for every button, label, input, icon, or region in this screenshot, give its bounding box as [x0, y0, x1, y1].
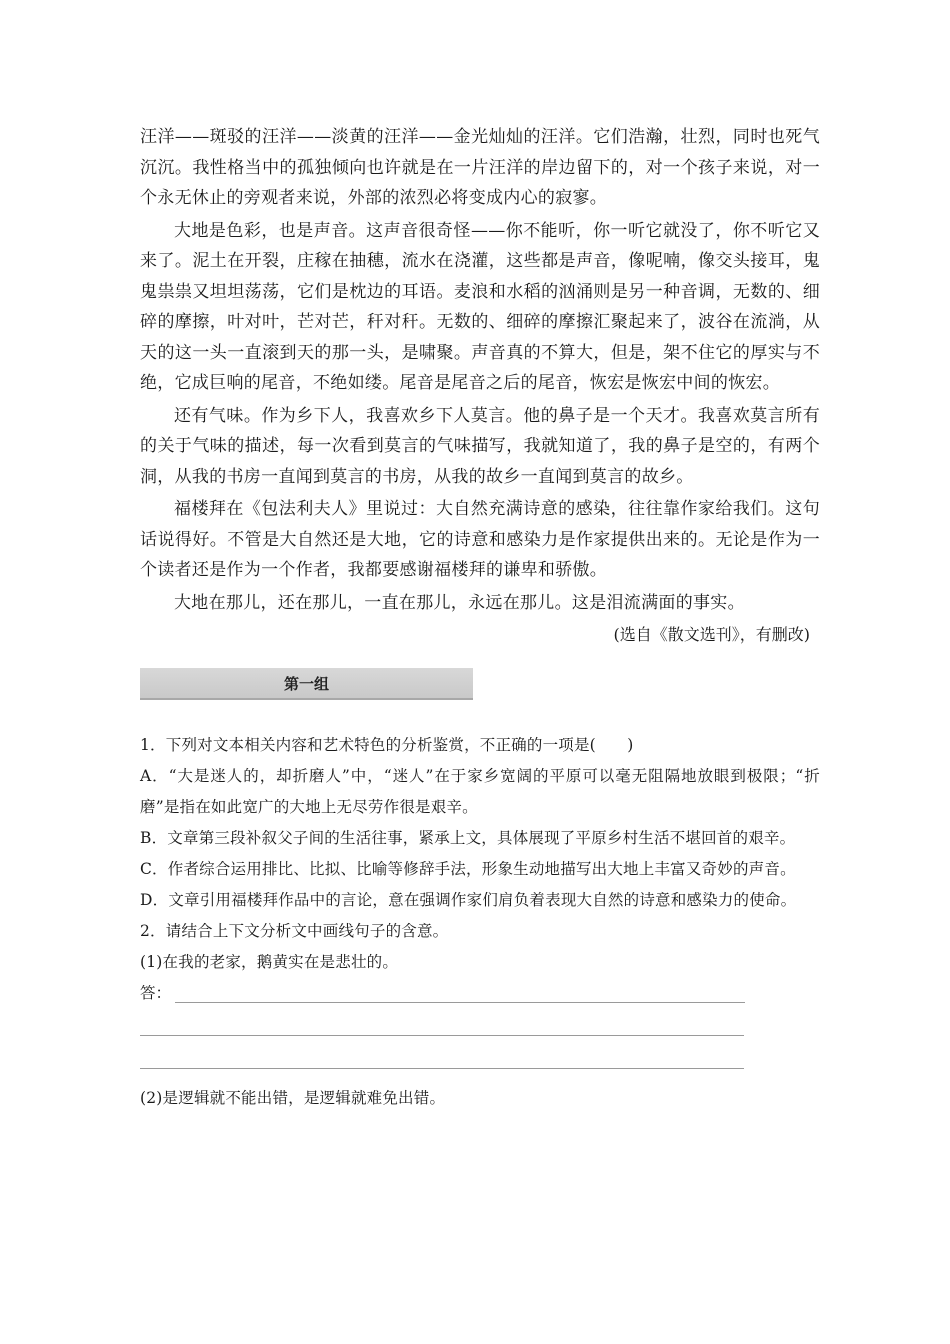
option-c: C．作者综合运用排比、比拟、比喻等修辞手法，形象生动地描写出大地上丰富又奇妙的声音。 [140, 860, 796, 878]
answer-row-2 [140, 1009, 820, 1042]
option-b: B．文章第三段补叙父子间的生活往事，紧承上文，具体展现了平原乡村生活不堪回首的艰辛。 [140, 829, 796, 847]
answer-line-2[interactable] [140, 1013, 744, 1036]
passage-paragraph-2: 大地是色彩，也是声音。这声音很奇怪——你不能听，你一听它就没了，你不听它又来了。泥土在开裂，庄稼在抽穗，流水在浇灌，这些都是声音，像呢喃，像交头接耳，鬼鬼祟祟又坦坦荡荡，它们是枕边的耳语。麦浪和水稻的汹涌则是另一种音调，无数的、细碎的摩擦，叶对叶，芒对芒，秆对秆。无数的、细碎的摩擦汇聚起来了，波谷在流淌，从天的这一头一直滚到天的那一头，是啸聚。声音真的不算大，但是，架不住它的厚实与不绝，它成巨响的尾音，不绝如缕。尾音是尾音之后的尾音，恢宏是恢宏中间的恢宏。 [140, 220, 820, 393]
answer-row-3 [140, 1042, 820, 1075]
question-1-stem: 1．下列对文本相关内容和艺术特色的分析鉴赏，不正确的一项是( ) [140, 736, 634, 754]
questions-section [140, 730, 820, 1114]
option-d: D．文章引用福楼拜作品中的言论，意在强调作家们肩负着表现大自然的诗意和感染力的使命。 [140, 891, 797, 909]
passage-paragraph-5: 大地在那儿，还在那儿，一直在那儿，永远在那儿。这是泪流满面的事实。 [174, 592, 745, 613]
answer-label: 答： [140, 984, 172, 1002]
passage [140, 122, 820, 650]
passage-paragraph-4: 福楼拜在《包法利夫人》里说过：大自然充满诗意的感染，往往靠作家给我们。这句话说得好。不管是大自然还是大地，它的诗意和感染力是作家提供出来的。无论是作为一个读者还是作为一个作者，我都要感谢福楼拜的谦卑和骄傲。 [140, 499, 820, 580]
question-2-stem: 2．请结合上下文分析文中画线句子的含意。 [140, 922, 449, 940]
passage-source: (选自《散文选刊》，有删改) [613, 625, 810, 644]
group-title-bar [140, 668, 473, 700]
passage-paragraph-3: 还有气味。作为乡下人，我喜欢乡下人莫言。他的鼻子是一个天才。我喜欢莫言所有的关于气味的描述，每一次看到莫言的气味描写，我就知道了，我的鼻子是空的，有两个洞，从我的书房一直闻到莫言的书房，从我的故乡一直闻到莫言的故乡。 [140, 405, 820, 487]
group-title: 第一组 [283, 674, 329, 693]
content-area [140, 122, 820, 1114]
answer-line-1[interactable] [175, 980, 745, 1003]
question-2-sub-1: (1)在我的老家，鹅黄实在是悲壮的。 [140, 953, 399, 971]
question-2-sub-2: (2)是逻辑就不能出错，是逻辑就难免出错。 [140, 1089, 446, 1107]
passage-paragraph-1: 汪洋——斑驳的汪洋——淡黄的汪洋——金光灿灿的汪洋。它们浩瀚，壮烈，同时也死气沉沉。我性格当中的孤独倾向也许就是在一片汪洋的岸边留下的，对一个孩子来说，对一个永无休止的旁观者来说，外部的浓烈必将变成内心的寂寥。 [140, 127, 820, 208]
answer-line-3[interactable] [140, 1046, 744, 1069]
option-a: A．“大是迷人的，却折磨人”中，“迷人”在于家乡宽阔的平原可以毫无阻隔地放眼到极限；“折磨”是指在如此宽广的大地上无尽劳作很是艰辛。 [140, 767, 820, 816]
answer-row [140, 978, 820, 1009]
